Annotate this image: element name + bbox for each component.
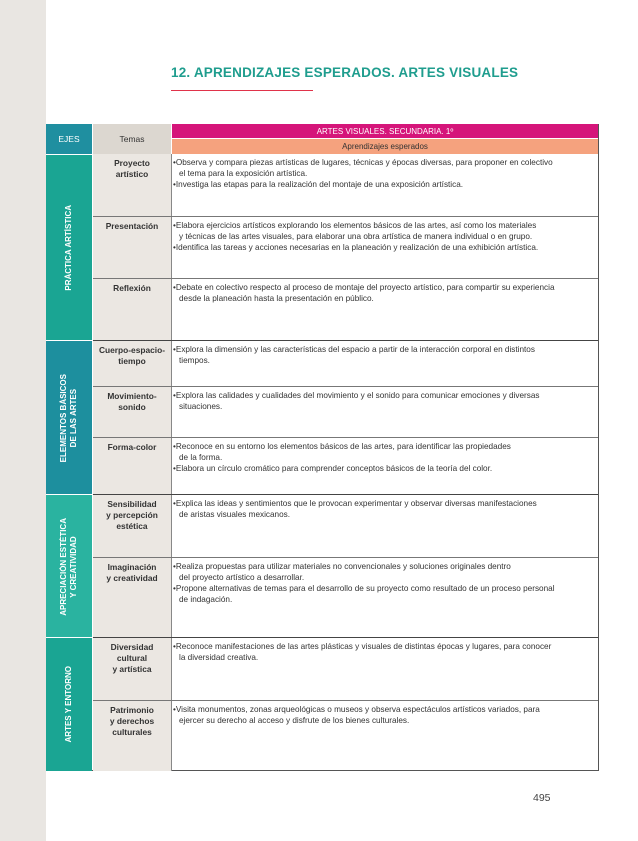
- table-row: [93, 216, 598, 279]
- topic-cell: [93, 701, 172, 771]
- topic-label: Patrimonio y derechos culturales: [109, 705, 155, 737]
- aprendizajes-header: Aprendizajes esperados: [172, 139, 598, 154]
- table-row: [93, 494, 598, 558]
- eje-label: ARTES Y ENTORNO: [64, 666, 73, 743]
- aprendizaje-item: •Propone alternativas de temas para el desarrollo de su proyecto como resultado de un proceso personal de indagación.: [173, 584, 555, 604]
- aprendizajes-cell: [173, 641, 594, 663]
- topic-cell: [93, 558, 172, 638]
- aprendizaje-item: •Identifica las tareas y acciones necesarias en la planeación y realización de una exhibición artística.: [173, 243, 539, 252]
- table-row: [93, 557, 598, 638]
- aprendizajes-cell: [173, 157, 594, 190]
- topic-label: Cuerpo-espacio- tiempo: [98, 345, 166, 366]
- eje-apreciacion-estetica: [46, 494, 92, 638]
- aprendizajes-cell: [173, 498, 594, 520]
- topic-cell: [93, 154, 172, 216]
- grade-header: ARTES VISUALES. SECUNDARIA. 1º: [172, 124, 598, 138]
- topic-label: Presentación: [105, 221, 159, 231]
- topic-cell: [93, 217, 172, 279]
- eje-label: PRÁCTICA ARTÍSTICA: [64, 205, 73, 291]
- topic-cell: [93, 438, 172, 495]
- table-row: [93, 154, 598, 216]
- aprendizajes-cell: [173, 441, 594, 474]
- eje-label: APRECIACIÓN ESTÉTICA Y CREATIVIDAD: [59, 517, 78, 616]
- aprendizajes-cell: [173, 561, 594, 605]
- page-number: 495: [533, 792, 551, 804]
- temas-header: Temas: [93, 124, 171, 154]
- ejes-header: EJES: [46, 124, 92, 154]
- eje-label: ELEMENTOS BÁSICOS DE LAS ARTES: [59, 373, 78, 463]
- aprendizaje-item: •Explora la dimensión y las características del espacio a partir de la interacción corporal en distintos tiempos.: [173, 345, 535, 365]
- topic-label: Proyecto artístico: [114, 158, 150, 179]
- aprendizaje-item: •Elabora ejercicios artísticos explorando los elementos básicos de las artes, así como los materiales y técnicas de las artes visuales, para elaborar una obra artística de manera individual o en grupo.: [173, 221, 537, 241]
- topic-label: Forma-color: [107, 442, 157, 452]
- aprendizaje-item: •Explica las ideas y sentimientos que le provocan experimentar y observar diversas manifestaciones de aristas visuales mexicanos.: [173, 499, 537, 519]
- aprendizajes-cell: [173, 344, 594, 366]
- learning-table: [46, 124, 599, 771]
- aprendizajes-cell: [173, 220, 594, 253]
- topic-label: Reflexión: [113, 283, 151, 293]
- table-row: [93, 700, 598, 771]
- eje-practica-artistica: [46, 154, 92, 341]
- topic-cell: [93, 638, 172, 701]
- topic-label: Diversidad cultural y artística: [110, 642, 154, 674]
- table-row: [93, 637, 598, 701]
- topic-label: Sensibilidad y percepción estética: [106, 499, 158, 531]
- topic-label: Movimiento- sonido: [107, 391, 157, 412]
- page-margin-strip: [0, 0, 46, 841]
- table-row: [93, 437, 598, 495]
- aprendizaje-item: •Reconoce manifestaciones de las artes plásticas y visuales de distintas épocas y lugares, para conocer la diversidad creativa.: [173, 642, 552, 662]
- topic-cell: [93, 387, 172, 438]
- aprendizaje-item: •Realiza propuestas para utilizar materiales no convencionales y soluciones originales dentro del proyecto artístico a desarrollar.: [173, 562, 511, 582]
- aprendizajes-cell: [173, 282, 594, 304]
- topic-cell: [93, 495, 172, 558]
- aprendizaje-item: •Elabora un círculo cromático para comprender conceptos básicos de la teoría del color.: [173, 464, 493, 473]
- aprendizaje-item: •Debate en colectivo respecto al proceso de montaje del proyecto artístico, para compartir su experiencia desde la planeación hasta la presentación en público.: [173, 283, 555, 303]
- table-row: [93, 278, 598, 341]
- aprendizaje-item: •Visita monumentos, zonas arqueológicas o museos y observa espectáculos artísticos variados, para ejercer su derecho al acceso y disfrute de los bienes culturales.: [173, 705, 540, 725]
- title-underline: [171, 90, 313, 91]
- aprendizaje-item: •Investiga las etapas para la realización del montaje de una exposición artística.: [173, 180, 464, 189]
- aprendizaje-item: •Reconoce en su entorno los elementos básicos de las artes, para identificar las propiedades de la forma.: [173, 442, 511, 462]
- table-row: [93, 340, 598, 387]
- aprendizajes-cell: [173, 704, 594, 726]
- eje-artes-entorno: [46, 637, 92, 771]
- aprendizaje-item: •Observa y compara piezas artísticas de lugares, técnicas y épocas diversas, para proponer en colectivo el tema para la exposición artística.: [173, 158, 553, 178]
- topic-label: Imaginación y creatividad: [106, 562, 158, 583]
- aprendizajes-cell: [173, 390, 594, 412]
- topic-cell: [93, 279, 172, 341]
- page-title: 12. APRENDIZAJES ESPERADOS. ARTES VISUALES: [171, 65, 519, 80]
- aprendizaje-item: •Explora las calidades y cualidades del movimiento y el sonido para comunicar emociones y diversas situaciones.: [173, 391, 540, 411]
- topic-cell: [93, 341, 172, 387]
- eje-elementos-basicos: [46, 340, 92, 495]
- table-row: [93, 386, 598, 438]
